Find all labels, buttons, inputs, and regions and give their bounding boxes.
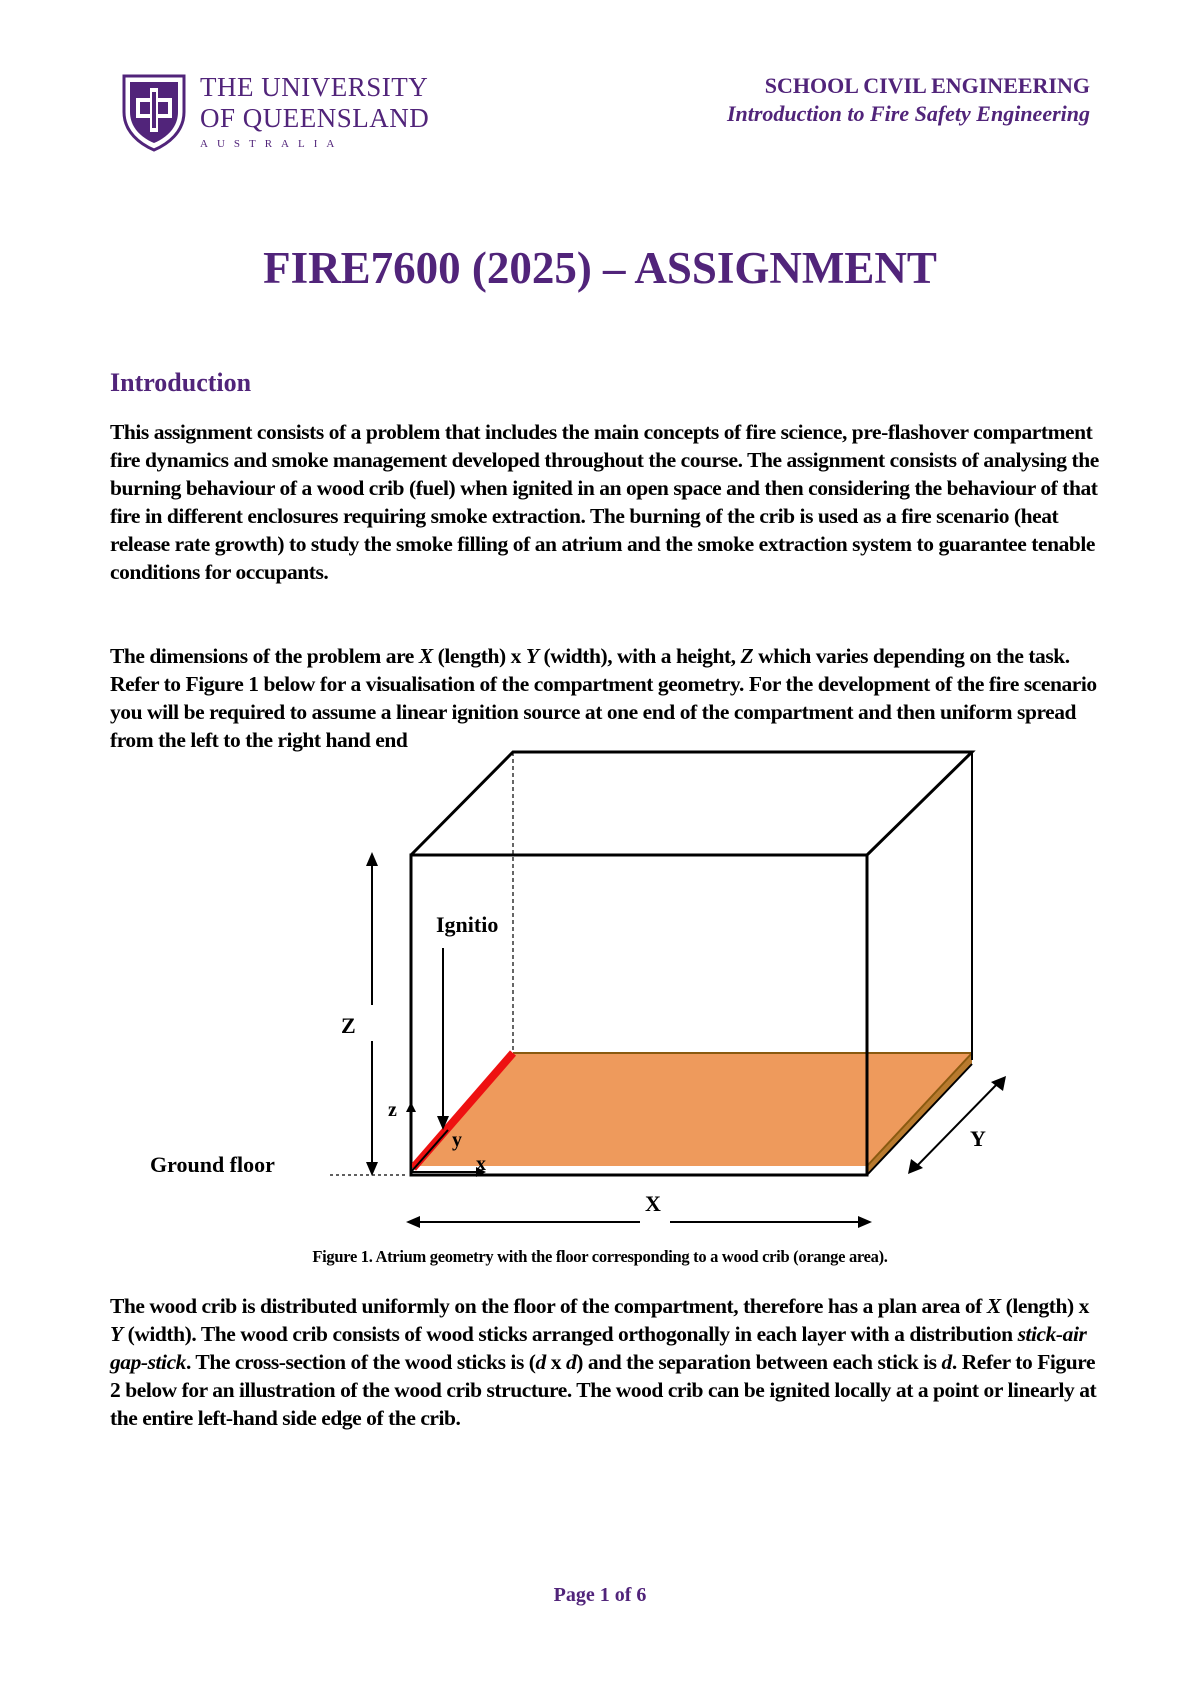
x-arrow-left bbox=[406, 1216, 420, 1228]
university-country: AUSTRALIA bbox=[200, 138, 344, 150]
ground-floor-label: Ground floor bbox=[150, 1152, 275, 1177]
university-name: THE UNIVERSITY OF QUEENSLAND bbox=[200, 72, 430, 133]
figure-caption: Figure 1. Atrium geometry with the floor corresponding to a wood crib (orange area). bbox=[312, 1247, 888, 1266]
university-logo bbox=[120, 72, 430, 158]
z-arrow-down bbox=[366, 1162, 378, 1176]
x-arrow-right bbox=[858, 1216, 872, 1228]
school-name: SCHOOL CIVIL ENGINEERING bbox=[764, 73, 1090, 98]
page-number: Page 1 of 6 bbox=[553, 1584, 647, 1606]
section-heading-introduction: Introduction bbox=[110, 368, 252, 397]
y-axis-label: y bbox=[452, 1129, 462, 1151]
box-top-back-edges bbox=[411, 752, 972, 855]
intro-paragraph: This assignment consists of a problem that includes the main concepts of fire science, pre-flashover compartment fire dynamics and smoke management developed throughout the course. The assignment consists of analysing the burning behaviour of a wood crib (fuel) when ignited in an open space and then considering the behaviour of that fire in different enclosures requiring smoke extraction. The burning of the crib is used as a fire scenario (heat release rate growth) to study the smoke filling of an atrium and the smoke extraction system to guarantee tenable conditions for occupants. bbox=[110, 420, 1099, 584]
university-crest-icon bbox=[120, 72, 188, 152]
z-axis-label: z bbox=[388, 1099, 397, 1121]
y-label: Y bbox=[970, 1126, 986, 1151]
x-axis-label: x bbox=[476, 1153, 486, 1175]
page-header bbox=[727, 72, 1090, 128]
course-name: Introduction to Fire Safety Engineering bbox=[726, 101, 1090, 126]
z-label: Z bbox=[341, 1013, 356, 1038]
ignition-label: Ignitio bbox=[436, 912, 499, 937]
x-label: X bbox=[645, 1191, 661, 1216]
z-arrow-up bbox=[366, 852, 378, 866]
dimensions-paragraph: The dimensions of the problem are X (length) x Y (width), with a height, Z which varies depending on the task. Refer to Figure 1 below for a visualisation of the compartment geometry. For the development of the fire scenario you will be required to assume a linear ignition source at one end of the compartment and then uniform spread from the left to the right hand end bbox=[110, 644, 1097, 752]
page-title: FIRE7600 (2025) – ASSIGNMENT bbox=[263, 243, 937, 293]
wood-crib-paragraph: The wood crib is distributed uniformly on the floor of the compartment, therefore has a plan area of X (length) x Y (width). The wood crib consists of wood sticks arranged orthogonally in each layer with a distribution stick-air gap-stick. The cross-section of the wood sticks is (d x d) and the separation between each stick is d. Refer to Figure 2 below for an illustration of the wood crib structure. The wood crib can be ignited locally at a point or linearly at the entire left-hand side edge of the crib. bbox=[110, 1294, 1097, 1430]
atrium-figure bbox=[0, 740, 1200, 1230]
z-axis-arrowhead bbox=[406, 1102, 416, 1112]
